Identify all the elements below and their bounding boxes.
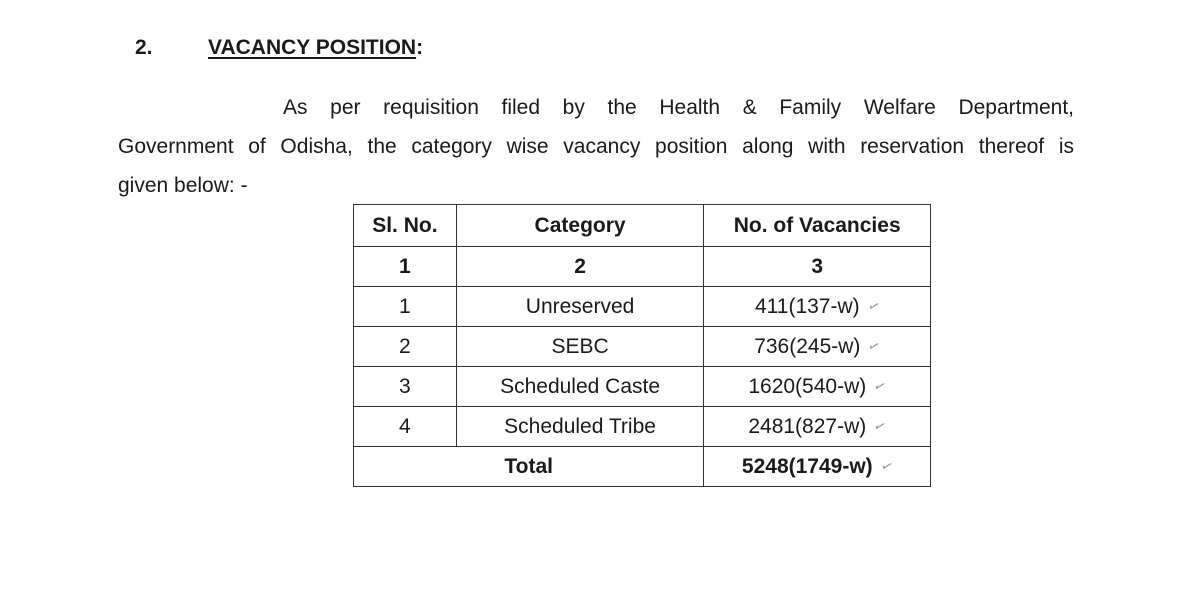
- total-vacancies: [704, 447, 931, 487]
- tick-mark-icon: ✓: [878, 456, 895, 477]
- row-category: Scheduled Caste: [456, 367, 704, 407]
- header-vacancies: No. of Vacancies: [704, 205, 931, 247]
- row-category: Scheduled Tribe: [456, 407, 704, 447]
- row-sl-no: 4: [354, 407, 457, 447]
- table-row: [354, 287, 931, 327]
- section-title: [208, 36, 423, 60]
- table-row: [354, 367, 931, 407]
- vacancy-table: [353, 204, 931, 487]
- column-number-2: 2: [456, 247, 704, 287]
- row-sl-no: 3: [354, 367, 457, 407]
- total-vacancies-value: 5248(1749-w): [741, 454, 873, 478]
- section-title-colon: :: [416, 36, 424, 59]
- row-vacancies: [704, 287, 931, 327]
- intro-paragraph: [118, 88, 1074, 205]
- table-row: [354, 327, 931, 367]
- total-label: Total: [354, 447, 704, 487]
- table-header-row: [354, 205, 931, 247]
- column-number-3: 3: [704, 247, 931, 287]
- row-vacancies: [704, 327, 931, 367]
- paragraph-line-2: Government of Odisha, the category wise vacancy position along with reservation thereof is: [118, 135, 1074, 158]
- vacancies-value: 411(137-w): [754, 294, 860, 318]
- table-row: [354, 407, 931, 447]
- tick-mark-icon: ✓: [872, 416, 889, 437]
- header-category: Category: [456, 205, 704, 247]
- section-title-text: VACANCY POSITION: [208, 36, 417, 59]
- row-vacancies: [704, 407, 931, 447]
- tick-mark-icon: ✓: [866, 336, 883, 357]
- paragraph-line-3: given below: -: [118, 174, 248, 197]
- column-number-1: 1: [354, 247, 457, 287]
- section-number: 2.: [135, 36, 153, 59]
- tick-mark-icon: ✓: [872, 376, 889, 397]
- table-column-number-row: [354, 247, 931, 287]
- row-sl-no: 2: [354, 327, 457, 367]
- vacancies-value: 736(245-w): [754, 334, 861, 358]
- row-sl-no: 1: [354, 287, 457, 327]
- paragraph-line-1: As per requisition filed by the Health & Family Welfare Department,: [283, 96, 1074, 119]
- row-category: SEBC: [456, 327, 704, 367]
- vacancies-value: 1620(540-w): [748, 374, 867, 398]
- row-category: Unreserved: [456, 287, 704, 327]
- vacancies-value: 2481(827-w): [748, 414, 867, 438]
- table-total-row: [354, 447, 931, 487]
- tick-mark-icon: ✓: [865, 296, 882, 317]
- row-vacancies: [704, 367, 931, 407]
- header-sl-no: Sl. No.: [354, 205, 457, 247]
